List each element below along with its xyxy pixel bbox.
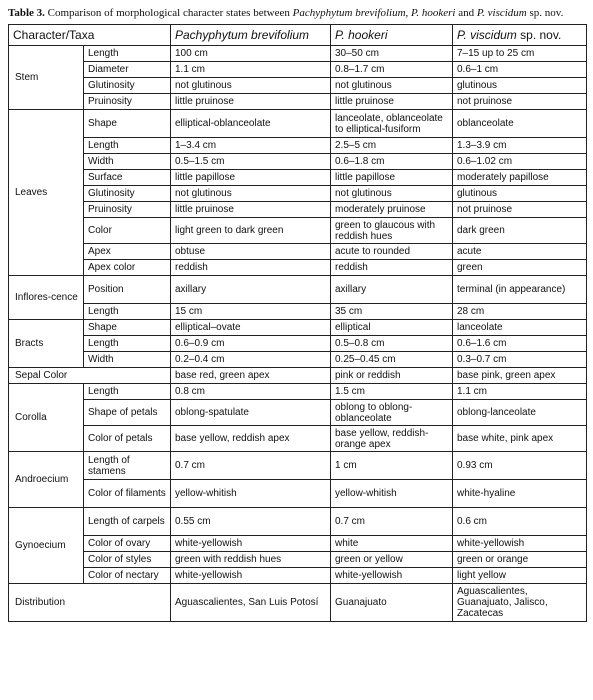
cell: yellow-whitish bbox=[331, 480, 453, 508]
cell: reddish bbox=[331, 260, 453, 276]
cell: 0.6–1.8 cm bbox=[331, 154, 453, 170]
cell: 7–15 up to 25 cm bbox=[453, 46, 587, 62]
cell: little pruinose bbox=[331, 94, 453, 110]
table-row bbox=[9, 260, 587, 276]
table-row bbox=[9, 368, 587, 384]
cell: 0.55 cm bbox=[171, 508, 331, 536]
row-label: Glutinosity bbox=[84, 186, 171, 202]
table-row bbox=[9, 426, 587, 452]
cell: 1.1 cm bbox=[453, 384, 587, 400]
row-label: Color bbox=[84, 218, 171, 244]
category-stem: Stem bbox=[9, 46, 84, 110]
cell: lanceolate bbox=[453, 320, 587, 336]
table-row bbox=[9, 110, 587, 138]
cell: pink or reddish bbox=[331, 368, 453, 384]
cell: acute to rounded bbox=[331, 244, 453, 260]
cell: green to glaucous with reddish hues bbox=[331, 218, 453, 244]
caption-label: Table 3. bbox=[8, 7, 45, 19]
cell: not glutinous bbox=[331, 186, 453, 202]
row-label: Color of ovary bbox=[84, 536, 171, 552]
cell: light green to dark green bbox=[171, 218, 331, 244]
cell: 0.6–1.02 cm bbox=[453, 154, 587, 170]
cell: 0.8–1.7 cm bbox=[331, 62, 453, 78]
row-label: Length of carpels bbox=[84, 508, 171, 536]
cell: lanceolate, oblanceolate to elliptical-fusiform bbox=[331, 110, 453, 138]
cell: not glutinous bbox=[171, 186, 331, 202]
cell: not pruinose bbox=[453, 202, 587, 218]
cell: moderately papillose bbox=[453, 170, 587, 186]
cell: not pruinose bbox=[453, 94, 587, 110]
row-label: Pruinosity bbox=[84, 202, 171, 218]
row-label: Position bbox=[84, 276, 171, 304]
header-taxon-3-suffix: sp. nov. bbox=[516, 27, 562, 42]
cell: 0.7 cm bbox=[331, 508, 453, 536]
cell: 0.93 cm bbox=[453, 452, 587, 480]
table-row bbox=[9, 400, 587, 426]
cell: glutinous bbox=[453, 78, 587, 94]
row-label: Width bbox=[84, 154, 171, 170]
cell: little papillose bbox=[171, 170, 331, 186]
category-androecium: Androecium bbox=[9, 452, 84, 508]
category-sepal-color: Sepal Color bbox=[9, 368, 171, 384]
cell: elliptical-oblanceolate bbox=[171, 110, 331, 138]
cell: 1.5 cm bbox=[331, 384, 453, 400]
cell: 0.8 cm bbox=[171, 384, 331, 400]
category-leaves: Leaves bbox=[9, 110, 84, 276]
cell: white bbox=[331, 536, 453, 552]
cell: yellow-whitish bbox=[171, 480, 331, 508]
cell: axillary bbox=[171, 276, 331, 304]
table-row bbox=[9, 202, 587, 218]
cell: 0.3–0.7 cm bbox=[453, 352, 587, 368]
row-label: Length bbox=[84, 138, 171, 154]
cell: base yellow, reddish-orange apex bbox=[331, 426, 453, 452]
cell: white-yellowish bbox=[453, 536, 587, 552]
row-label: Length bbox=[84, 46, 171, 62]
cell: oblanceolate bbox=[453, 110, 587, 138]
cell: 0.6–0.9 cm bbox=[171, 336, 331, 352]
row-label: Length bbox=[84, 336, 171, 352]
cell: little papillose bbox=[331, 170, 453, 186]
category-inflorescence: Inflores-cence bbox=[9, 276, 84, 320]
cell: terminal (in appearance) bbox=[453, 276, 587, 304]
table-row bbox=[9, 94, 587, 110]
header-row bbox=[9, 25, 587, 46]
cell: base white, pink apex bbox=[453, 426, 587, 452]
cell: 28 cm bbox=[453, 304, 587, 320]
cell: oblong-lanceolate bbox=[453, 400, 587, 426]
cell: reddish bbox=[171, 260, 331, 276]
cell: 1 cm bbox=[331, 452, 453, 480]
table-row bbox=[9, 552, 587, 568]
caption-text: sp. nov. bbox=[526, 7, 564, 19]
table-row bbox=[9, 384, 587, 400]
table-row bbox=[9, 46, 587, 62]
caption-species-2: P. hookeri bbox=[411, 7, 456, 19]
cell: elliptical–ovate bbox=[171, 320, 331, 336]
cell: green bbox=[453, 260, 587, 276]
row-label: Width bbox=[84, 352, 171, 368]
table-row bbox=[9, 218, 587, 244]
table-row bbox=[9, 336, 587, 352]
cell: 0.7 cm bbox=[171, 452, 331, 480]
comparison-table bbox=[8, 24, 587, 622]
table-row bbox=[9, 304, 587, 320]
caption-text: Comparison of morphological character states between bbox=[44, 7, 293, 19]
cell: glutinous bbox=[453, 186, 587, 202]
row-label: Surface bbox=[84, 170, 171, 186]
row-label: Shape bbox=[84, 320, 171, 336]
row-label: Shape of petals bbox=[84, 400, 171, 426]
row-label: Color of styles bbox=[84, 552, 171, 568]
cell: acute bbox=[453, 244, 587, 260]
cell: little pruinose bbox=[171, 94, 331, 110]
header-taxon-1: Pachyphytum brevifolium bbox=[171, 25, 331, 46]
table-row bbox=[9, 536, 587, 552]
cell: moderately pruinose bbox=[331, 202, 453, 218]
header-taxon-2: P. hookeri bbox=[331, 25, 453, 46]
table-row bbox=[9, 352, 587, 368]
cell: 0.5–1.5 cm bbox=[171, 154, 331, 170]
table-row bbox=[9, 452, 587, 480]
cell: 0.6–1 cm bbox=[453, 62, 587, 78]
cell: elliptical bbox=[331, 320, 453, 336]
cell: 0.6–1.6 cm bbox=[453, 336, 587, 352]
category-gynoecium: Gynoecium bbox=[9, 508, 84, 584]
row-label: Diameter bbox=[84, 62, 171, 78]
cell: not glutinous bbox=[171, 78, 331, 94]
row-label: Color of filaments bbox=[84, 480, 171, 508]
row-label: Shape bbox=[84, 110, 171, 138]
table-row bbox=[9, 568, 587, 584]
cell: green with reddish hues bbox=[171, 552, 331, 568]
cell: white-hyaline bbox=[453, 480, 587, 508]
header-taxon-3-name: P. viscidum bbox=[457, 27, 517, 42]
table-row bbox=[9, 62, 587, 78]
table-row bbox=[9, 244, 587, 260]
cell: 0.25–0.45 cm bbox=[331, 352, 453, 368]
row-label: Length bbox=[84, 304, 171, 320]
table-row bbox=[9, 154, 587, 170]
cell: white-yellowish bbox=[331, 568, 453, 584]
cell: Aguascalientes, Guanajuato, Jalisco, Zacatecas bbox=[453, 584, 587, 622]
row-label: Apex bbox=[84, 244, 171, 260]
cell: 1.1 cm bbox=[171, 62, 331, 78]
cell: oblong to oblong-oblanceolate bbox=[331, 400, 453, 426]
cell: obtuse bbox=[171, 244, 331, 260]
row-label: Glutinosity bbox=[84, 78, 171, 94]
table-row bbox=[9, 584, 587, 622]
category-distribution: Distribution bbox=[9, 584, 171, 622]
caption-text: , bbox=[405, 7, 412, 19]
cell: 30–50 cm bbox=[331, 46, 453, 62]
cell: not glutinous bbox=[331, 78, 453, 94]
category-corolla: Corolla bbox=[9, 384, 84, 452]
cell: Guanajuato bbox=[331, 584, 453, 622]
row-label: Color of petals bbox=[84, 426, 171, 452]
table-row bbox=[9, 78, 587, 94]
cell: oblong-spatulate bbox=[171, 400, 331, 426]
row-label: Apex color bbox=[84, 260, 171, 276]
table-row bbox=[9, 276, 587, 304]
table-caption bbox=[8, 7, 586, 20]
row-label: Pruinosity bbox=[84, 94, 171, 110]
cell: 0.6 cm bbox=[453, 508, 587, 536]
table-row bbox=[9, 508, 587, 536]
caption-species-1: Pachyphytum brevifolium bbox=[292, 7, 406, 19]
cell: little pruinose bbox=[171, 202, 331, 218]
cell: 2.5–5 cm bbox=[331, 138, 453, 154]
header-character: Character/Taxa bbox=[9, 25, 171, 46]
row-label: Length of stamens bbox=[84, 452, 171, 480]
table-row bbox=[9, 320, 587, 336]
category-bracts: Bracts bbox=[9, 320, 84, 368]
cell: 1–3.4 cm bbox=[171, 138, 331, 154]
cell: light yellow bbox=[453, 568, 587, 584]
row-label: Color of nectary bbox=[84, 568, 171, 584]
cell: 1.3–3.9 cm bbox=[453, 138, 587, 154]
cell: base pink, green apex bbox=[453, 368, 587, 384]
caption-species-3: P. viscidum bbox=[476, 7, 527, 19]
table-row bbox=[9, 480, 587, 508]
cell: base red, green apex bbox=[171, 368, 331, 384]
caption-text: and bbox=[455, 7, 477, 19]
row-label: Length bbox=[84, 384, 171, 400]
header-taxon-3 bbox=[453, 25, 587, 46]
cell: axillary bbox=[331, 276, 453, 304]
cell: white-yellowish bbox=[171, 568, 331, 584]
cell: green or orange bbox=[453, 552, 587, 568]
table-row bbox=[9, 138, 587, 154]
cell: dark green bbox=[453, 218, 587, 244]
cell: 0.2–0.4 cm bbox=[171, 352, 331, 368]
cell: 35 cm bbox=[331, 304, 453, 320]
cell: green or yellow bbox=[331, 552, 453, 568]
cell: Aguascalientes, San Luis Potosí bbox=[171, 584, 331, 622]
cell: 15 cm bbox=[171, 304, 331, 320]
table-row bbox=[9, 186, 587, 202]
cell: 0.5–0.8 cm bbox=[331, 336, 453, 352]
table-row bbox=[9, 170, 587, 186]
cell: base yellow, reddish apex bbox=[171, 426, 331, 452]
cell: white-yellowish bbox=[171, 536, 331, 552]
cell: 100 cm bbox=[171, 46, 331, 62]
